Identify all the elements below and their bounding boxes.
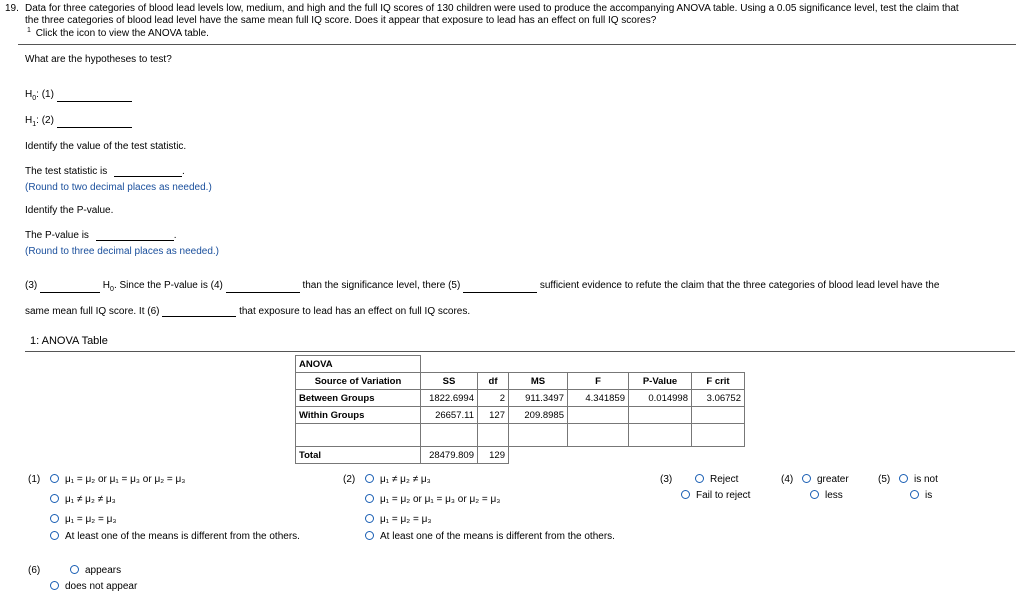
conclusion-line2 <box>25 306 470 317</box>
option-3-fail-to-reject[interactable]: Fail to reject <box>681 490 750 501</box>
conclusion-line1 <box>25 280 939 293</box>
cell: 3.06752 <box>692 390 745 407</box>
option-1-b[interactable]: μ₁ ≠ μ₂ ≠ μ₃ <box>50 494 116 505</box>
test-stat-hint: (Round to two decimal places as needed.) <box>25 182 212 193</box>
option-3-reject[interactable]: Reject <box>695 474 738 485</box>
h1-sub: 1 <box>32 121 37 128</box>
radio-icon[interactable] <box>70 565 79 574</box>
radio-icon[interactable] <box>365 531 374 540</box>
option-4-greater[interactable]: greater <box>802 474 849 485</box>
conclusion-it: same mean full IQ score. It (6) <box>25 306 160 317</box>
cell: 0.014998 <box>629 390 692 407</box>
radio-icon[interactable] <box>365 494 374 503</box>
options-5-label: (5) <box>878 474 891 485</box>
radio-icon[interactable] <box>50 531 59 540</box>
radio-icon[interactable] <box>910 490 919 499</box>
radio-icon[interactable] <box>810 490 819 499</box>
blank3-answer[interactable] <box>40 282 100 293</box>
hypotheses-prompt: What are the hypotheses to test? <box>25 54 172 65</box>
options-6-label: (6) <box>28 565 41 576</box>
footnote-link[interactable]: Click the icon to view the ANOVA table. <box>35 28 209 40</box>
header-fcrit: F crit <box>692 373 745 390</box>
h1-row <box>25 115 132 128</box>
conclusion-since: . Since the P-value is (4) <box>113 280 223 291</box>
option-1-c[interactable]: μ₁ = μ₂ = μ₃ <box>50 514 116 525</box>
option-5-is-not[interactable]: is not <box>899 474 938 485</box>
option-2-a[interactable]: μ₁ ≠ μ₂ ≠ μ₃ <box>365 474 431 485</box>
anova-row-between <box>296 390 745 407</box>
radio-icon[interactable] <box>50 474 59 483</box>
conclusion-than: than the significance level, there (5) <box>302 280 461 291</box>
radio-icon[interactable] <box>365 514 374 523</box>
anova-title: ANOVA <box>296 356 421 373</box>
h1-blank-label: : (2) <box>36 115 54 126</box>
conclusion-suff: sufficient evidence to refute the claim that the three categories of blood lead level have the <box>539 280 940 291</box>
cell: 4.341859 <box>568 390 629 407</box>
option-4-less[interactable]: less <box>810 490 843 501</box>
cell: 129 <box>478 447 509 464</box>
h0-sub: 0 <box>32 95 37 102</box>
header-ss: SS <box>421 373 478 390</box>
option-1-a[interactable]: μ₁ = μ₂ or μ₁ = μ₃ or μ₂ = μ₃ <box>50 474 185 485</box>
option-5-is[interactable]: is <box>910 490 932 501</box>
h0-answer-blank[interactable] <box>57 91 132 102</box>
test-stat-row <box>25 166 185 177</box>
h0-row <box>25 89 132 102</box>
h1-label: H <box>25 115 33 126</box>
header-pvalue: P-Value <box>629 373 692 390</box>
question-text-line1: Data for three categories of blood lead levels low, medium, and high and the full IQ scores of 130 children were used to produce the accompanying ANOVA table. Using a 0.05 significance level, test the claim that <box>25 3 959 14</box>
header-df: df <box>478 373 509 390</box>
blank5-answer[interactable] <box>463 282 537 293</box>
pvalue-label: The P-value is <box>25 230 89 241</box>
radio-icon[interactable] <box>365 474 374 483</box>
cell: 28479.809 <box>421 447 478 464</box>
options-2-label: (2) <box>343 474 356 485</box>
pvalue-prompt: Identify the P-value. <box>25 205 114 216</box>
cell: 1822.6994 <box>421 390 478 407</box>
option-1-d[interactable]: At least one of the means is different from the others. <box>50 531 300 542</box>
options-3-label: (3) <box>660 474 673 485</box>
cell: Between Groups <box>296 390 421 407</box>
conclusion-h0-sub: 0 <box>110 286 114 293</box>
radio-icon[interactable] <box>802 474 811 483</box>
anova-title-row <box>296 356 745 373</box>
radio-icon[interactable] <box>899 474 908 483</box>
anova-row-empty <box>296 424 745 447</box>
cell: 209.8985 <box>509 407 568 424</box>
pvalue-period: . <box>173 230 177 241</box>
option-2-b[interactable]: μ₁ = μ₂ or μ₁ = μ₃ or μ₂ = μ₃ <box>365 494 500 505</box>
anova-row-within <box>296 407 745 424</box>
test-stat-label: The test statistic is <box>25 166 108 177</box>
pvalue-hint: (Round to three decimal places as needed.) <box>25 246 220 257</box>
radio-icon[interactable] <box>50 514 59 523</box>
anova-row-total <box>296 447 745 464</box>
options-4-label: (4) <box>781 474 794 485</box>
cell: 127 <box>478 407 509 424</box>
option-6-does-not-appear[interactable]: does not appear <box>50 581 137 592</box>
h1-answer-blank[interactable] <box>57 117 132 128</box>
conclusion-effect: that exposure to lead has an effect on full IQ scores. <box>239 306 471 317</box>
question-text-line2: the three categories of blood lead level have the same mean full IQ score. Does it appear that exposure to lead has an effect on full IQ scores? <box>25 15 657 26</box>
radio-icon[interactable] <box>681 490 690 499</box>
test-stat-input[interactable] <box>114 166 182 177</box>
pvalue-input[interactable] <box>96 230 174 241</box>
footnote <box>27 27 209 39</box>
cell: Within Groups <box>296 407 421 424</box>
option-6-appears[interactable]: appears <box>70 565 121 576</box>
blank4-answer[interactable] <box>226 282 300 293</box>
footnote-mark: 1 <box>27 27 31 34</box>
divider <box>18 44 1016 45</box>
cell: Total <box>296 447 421 464</box>
h0-label: H <box>25 89 33 100</box>
blank6-answer[interactable] <box>162 306 236 317</box>
header-f: F <box>568 373 629 390</box>
blank3-label: (3) <box>25 280 38 291</box>
option-2-d[interactable]: At least one of the means is different from the others. <box>365 531 615 542</box>
conclusion-h0: H <box>102 280 111 291</box>
h0-blank-label: : (1) <box>36 89 54 100</box>
header-ms: MS <box>509 373 568 390</box>
cell: 911.3497 <box>509 390 568 407</box>
anova-section-title: 1: ANOVA Table <box>30 335 108 347</box>
radio-icon[interactable] <box>50 494 59 503</box>
options-1-label: (1) <box>28 474 41 485</box>
option-2-c[interactable]: μ₁ = μ₂ = μ₃ <box>365 514 431 525</box>
anova-divider <box>25 351 1015 352</box>
cell: 2 <box>478 390 509 407</box>
test-stat-period: . <box>182 166 185 177</box>
pvalue-row <box>25 230 176 241</box>
radio-icon[interactable] <box>695 474 704 483</box>
radio-icon[interactable] <box>50 581 59 590</box>
header-source: Source of Variation <box>296 373 421 390</box>
anova-header-row <box>296 373 745 390</box>
cell: 26657.11 <box>421 407 478 424</box>
anova-table <box>295 355 745 464</box>
question-number: 19. <box>5 3 19 14</box>
test-stat-prompt: Identify the value of the test statistic. <box>25 141 187 152</box>
